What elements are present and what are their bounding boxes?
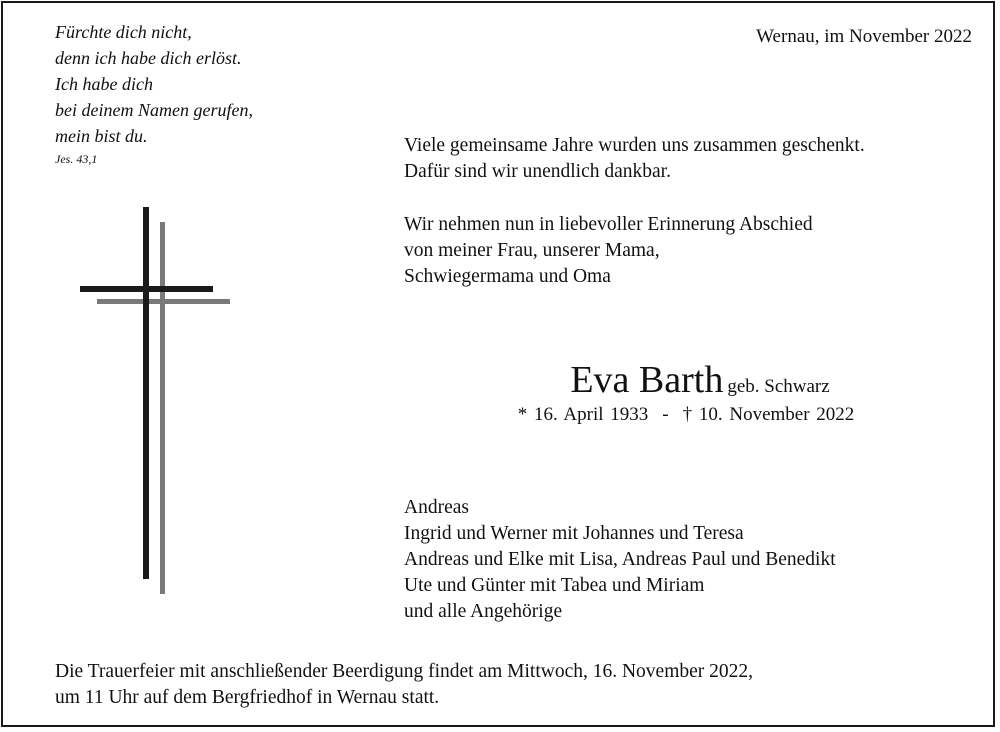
family-line: und alle Angehörige: [404, 601, 563, 622]
birth-name: geb. Schwarz: [727, 376, 830, 397]
family-line: Andreas: [404, 497, 469, 518]
family-list: [404, 495, 836, 625]
verse-reference: Jes. 43,1: [55, 152, 98, 166]
cross-dark-horizontal: [80, 286, 213, 292]
date-separator: -: [662, 404, 669, 425]
bible-verse: Fürchte dich nicht, denn ich habe dich erlöst. Ich habe dich bei deinem Namen gerufen, mein bist du.: [55, 22, 253, 146]
place-date: Wernau, im November 2022: [756, 26, 972, 47]
intro-paragraph-2: Wir nehmen nun in liebevoller Erinnerung Abschied von meiner Frau, unserer Mama, Schwiegermama und Oma: [404, 214, 813, 287]
cross-icon: [0, 0, 260, 600]
intro-paragraph-1: Viele gemeinsame Jahre wurden uns zusammen geschenkt. Dafür sind wir unendlich dankbar.: [404, 135, 865, 182]
life-dates: [0, 404, 1000, 426]
family-line: Ute und Günter mit Tabea und Miriam: [404, 575, 705, 596]
family-line: Ingrid und Werner mit Johannes und Teresa: [404, 523, 744, 544]
family-line: Andreas und Elke mit Lisa, Andreas Paul und Benedikt: [404, 549, 836, 570]
funeral-info: Die Trauerfeier mit anschließender Beerdigung findet am Mittwoch, 16. November 2022, um 11 Uhr auf dem Bergfriedhof in Wernau statt.: [55, 661, 754, 708]
death-date: † 10. November 2022: [682, 404, 855, 425]
birth-date: * 16. April 1933: [517, 404, 649, 425]
deceased-name-line: [0, 358, 1000, 402]
cross-gray-horizontal: [97, 299, 230, 304]
deceased-name: Eva Barth: [570, 359, 724, 401]
